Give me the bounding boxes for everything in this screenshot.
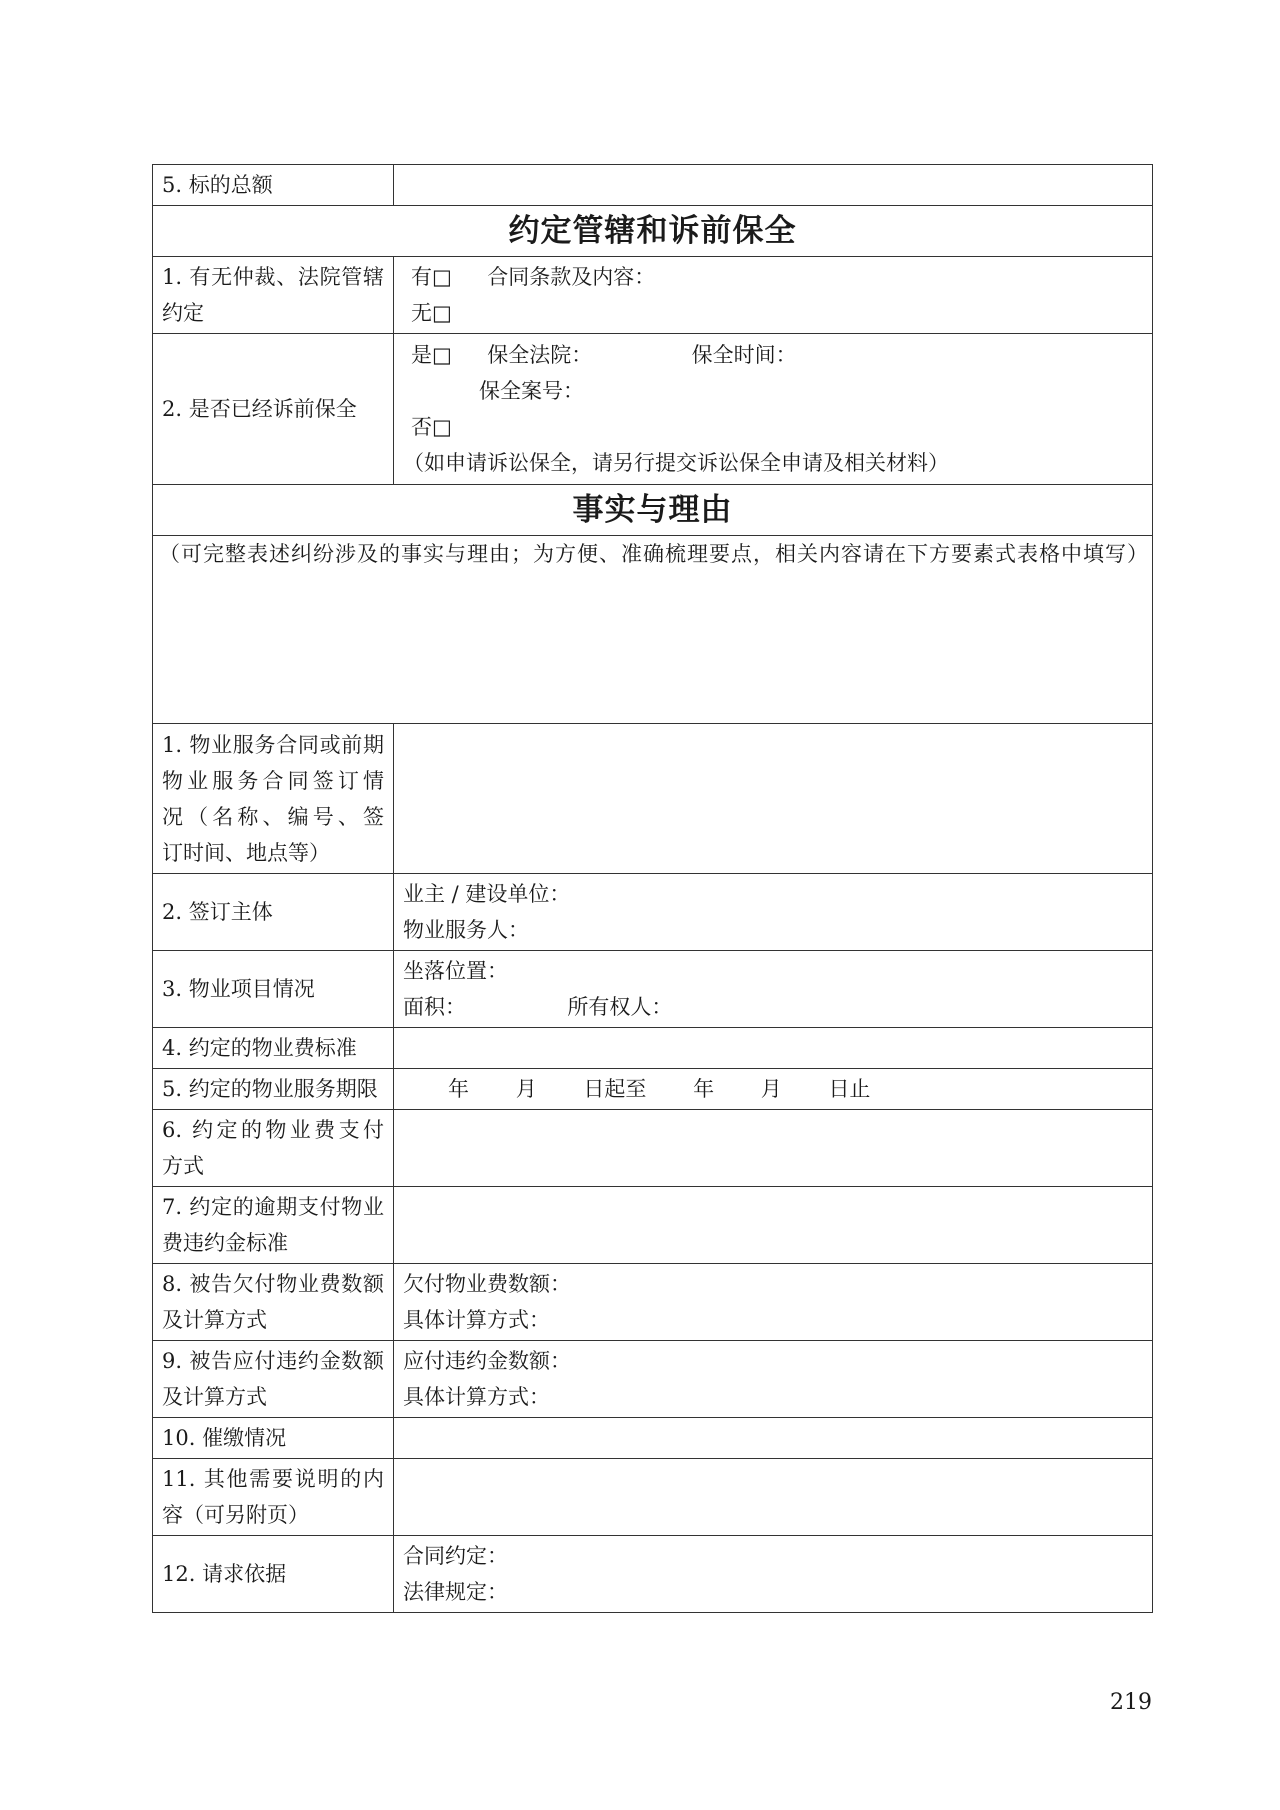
label-text: 4. 约定的物业费标准 (162, 1036, 357, 1060)
preservation-time-label: 保全时间： (691, 343, 797, 367)
section-title-jurisdiction: 约定管辖和诉前保全 (153, 206, 1153, 257)
label-line: 及计算方式 (162, 1385, 267, 1409)
value-claim-basis (394, 1536, 1153, 1613)
value-collection[interactable] (394, 1418, 1153, 1459)
legal-basis-field[interactable]: 法律规定： (403, 1580, 508, 1604)
value-arrears (394, 1264, 1153, 1341)
preservation-court-label: 保全法院： (487, 343, 593, 367)
label-line: 约定 (162, 301, 204, 325)
facts-note[interactable] (153, 536, 1153, 724)
clause-label: 合同条款及内容： (487, 265, 656, 289)
label-contract-signing (153, 724, 394, 874)
label-line: 1. 物业服务合同或前期 (162, 732, 384, 757)
label-claim-basis (153, 1536, 394, 1613)
label-collection (153, 1418, 394, 1459)
value-service-period[interactable] (394, 1069, 1153, 1110)
value-total-amount[interactable] (394, 165, 1153, 206)
label-arbitration (153, 257, 394, 334)
label-line: 费违约金标准 (162, 1231, 288, 1255)
value-payment-method[interactable] (394, 1110, 1153, 1187)
label-signing-parties (153, 874, 394, 951)
owner-field[interactable]: 所有权人： (567, 995, 673, 1019)
label-property-project (153, 951, 394, 1028)
year-label: 年 (448, 1077, 469, 1101)
label-text: 5. 标的总额 (162, 173, 273, 197)
label-text: 2. 签订主体 (162, 900, 273, 924)
label-line: 容（可另附页） (162, 1503, 309, 1527)
contract-basis-field[interactable]: 合同约定： (403, 1544, 508, 1568)
label-line: 9. 被告应付违约金数额 (162, 1349, 384, 1373)
label-line: 订时间、地点等） (162, 840, 330, 865)
penalty-amount-field[interactable]: 应付违约金数额： (403, 1349, 571, 1373)
label-line: 11. 其他需要说明的内 (162, 1467, 384, 1491)
section-title-facts: 事实与理由 (153, 485, 1153, 536)
form-table (152, 164, 1153, 1613)
label-text: 3. 物业项目情况 (162, 977, 315, 1001)
arrears-calc-field[interactable]: 具体计算方式： (403, 1308, 550, 1332)
label-other-notes (153, 1459, 394, 1536)
checkbox-preservation-yes[interactable]: 是□ (411, 343, 452, 367)
value-preservation (394, 334, 1153, 485)
label-text: 12. 请求依据 (162, 1562, 287, 1586)
service-provider-field[interactable]: 物业服务人： (403, 918, 529, 942)
preservation-note: （如申请诉讼保全，请另行提交诉讼保全申请及相关材料） (403, 451, 949, 475)
penalty-calc-field[interactable]: 具体计算方式： (403, 1385, 550, 1409)
month-label: 月 (515, 1077, 537, 1101)
year-label: 年 (693, 1077, 715, 1101)
day-to-label: 日止 (828, 1077, 871, 1101)
label-preservation (153, 334, 394, 485)
label-line: 方式 (162, 1154, 204, 1178)
value-late-penalty[interactable] (394, 1187, 1153, 1264)
label-service-period (153, 1069, 394, 1110)
day-from-label: 日起至 (583, 1077, 647, 1101)
facts-note-text: （可完整表述纠纷涉及的事实与理由；为方便、准确梳理要点，相关内容请在下方要素式表格中填写） (159, 542, 1149, 566)
checkbox-preservation-no[interactable]: 否□ (411, 415, 452, 439)
value-fee-standard[interactable] (394, 1028, 1153, 1069)
label-text: 5. 约定的物业服务期限 (162, 1077, 378, 1101)
label-total-amount (153, 165, 394, 206)
label-payment-method (153, 1110, 394, 1187)
label-arrears (153, 1264, 394, 1341)
label-line: 7. 约定的逾期支付物业 (162, 1195, 384, 1219)
location-field[interactable]: 坐落位置： (403, 959, 508, 983)
label-line: 及计算方式 (162, 1308, 267, 1332)
owner-developer-field[interactable]: 业主 / 建设单位： (403, 882, 571, 906)
value-property-project (394, 951, 1153, 1028)
label-text: 2. 是否已经诉前保全 (162, 397, 357, 421)
label-penalty-amount (153, 1341, 394, 1418)
label-text: 10. 催缴情况 (162, 1426, 287, 1450)
area-field[interactable]: 面积： (403, 995, 466, 1019)
checkbox-arbitration-no[interactable]: 无□ (411, 301, 452, 325)
label-line: 物业服务合同签订情 (162, 768, 384, 793)
label-fee-standard (153, 1028, 394, 1069)
value-arbitration (394, 257, 1153, 334)
preservation-case-label: 保全案号： (479, 379, 584, 403)
checkbox-arbitration-yes[interactable]: 有□ (411, 265, 452, 289)
label-late-penalty (153, 1187, 394, 1264)
value-contract-signing[interactable] (394, 724, 1153, 874)
value-other-notes[interactable] (394, 1459, 1153, 1536)
label-line: 6. 约定的物业费支付 (162, 1118, 384, 1142)
label-line: 况（名称、编号、签 (162, 804, 384, 829)
label-line: 1. 有无仲裁、法院管辖 (162, 265, 384, 289)
page-number: 219 (1110, 1690, 1152, 1715)
month-label: 月 (760, 1077, 782, 1101)
arrears-amount-field[interactable]: 欠付物业费数额： (403, 1272, 571, 1296)
label-line: 8. 被告欠付物业费数额 (162, 1272, 384, 1296)
value-penalty-amount (394, 1341, 1153, 1418)
value-signing-parties (394, 874, 1153, 951)
